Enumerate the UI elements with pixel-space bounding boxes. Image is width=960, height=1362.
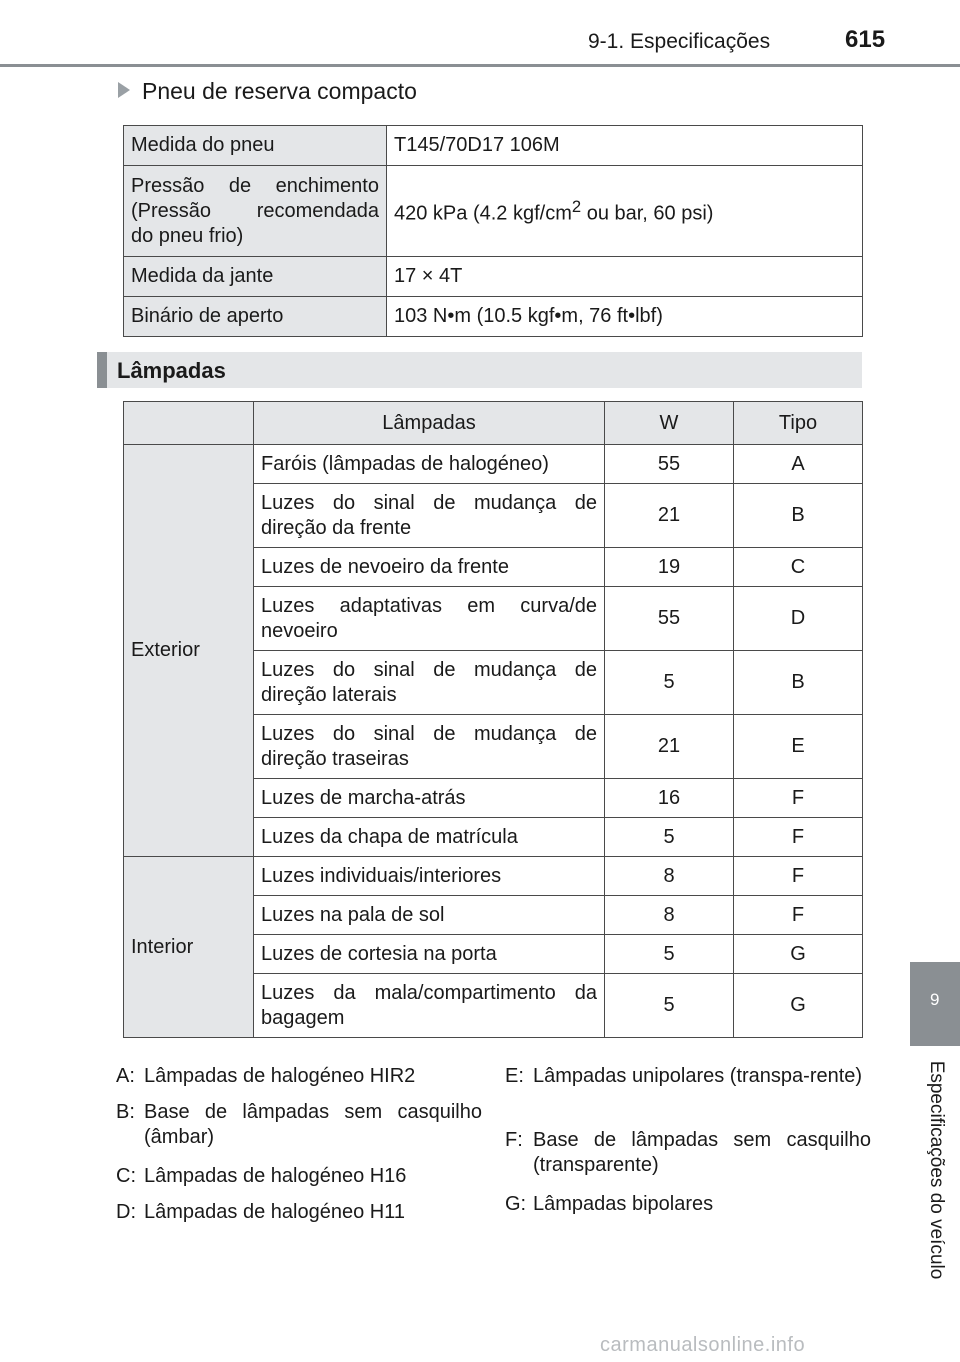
- note-label: B:: [116, 1101, 135, 1123]
- table-header-row: [124, 402, 863, 445]
- lamp-w: 19: [605, 548, 734, 587]
- header-rule: [0, 64, 960, 67]
- lamp-name: [254, 651, 605, 715]
- tire-value: [387, 166, 863, 257]
- table-row: [124, 857, 863, 896]
- lamp-type: F: [734, 818, 863, 857]
- lamp-name: [254, 974, 605, 1038]
- tire-key: Medida do pneu: [124, 126, 387, 166]
- chapter-tab: [910, 962, 960, 1046]
- chapter-number: 9: [930, 990, 940, 1009]
- value-text: 420 kPa (4.2 kgf/cm: [394, 202, 572, 225]
- key-line: Pressão de enchimento: [131, 174, 379, 197]
- lamp-name: [254, 587, 605, 651]
- name-line: Luzes do sinal de mudança de: [261, 658, 597, 681]
- note-text: Lâmpadas de halogéneo HIR2: [144, 1065, 416, 1087]
- lamp-w: 8: [605, 857, 734, 896]
- lamp-name: Luzes de cortesia na porta: [254, 935, 605, 974]
- tire-key: Medida da jante: [124, 257, 387, 297]
- lamp-w: 21: [605, 715, 734, 779]
- tire-key: Binário de aperto: [124, 297, 387, 337]
- lamp-w: 5: [605, 974, 734, 1038]
- name-line: Luzes da mala/compartimento da: [261, 981, 597, 1004]
- name-line: Luzes do sinal de mudança de: [261, 722, 597, 745]
- note-text: Base de lâmpadas sem casquilho (transparente): [533, 1129, 871, 1176]
- note-label: E:: [505, 1065, 524, 1087]
- name-line: nevoeiro: [261, 619, 338, 642]
- triangle-bullet-icon: [118, 82, 130, 98]
- name-line: Luzes do sinal de mudança de: [261, 491, 597, 514]
- name-line: direção da frente: [261, 516, 412, 539]
- table-row: [124, 445, 863, 484]
- value-text: ou bar, 60 psi): [581, 202, 714, 225]
- name-line: direção laterais: [261, 683, 397, 706]
- table-row: [124, 126, 863, 166]
- lamp-name: Luzes de marcha-atrás: [254, 779, 605, 818]
- lamp-type: D: [734, 587, 863, 651]
- header-group: [124, 402, 254, 445]
- lamp-name: Faróis (lâmpadas de halogéneo): [254, 445, 605, 484]
- lamp-w: 55: [605, 587, 734, 651]
- subheading: [118, 78, 417, 105]
- tire-value: 103 N•m (10.5 kgf•m, 76 ft•lbf): [387, 297, 863, 337]
- lamp-name: [254, 715, 605, 779]
- lamp-name: [254, 484, 605, 548]
- lamp-w: 5: [605, 935, 734, 974]
- tire-value: T145/70D17 106M: [387, 126, 863, 166]
- note-label: F:: [505, 1129, 523, 1151]
- group-cell: Interior: [124, 857, 254, 1038]
- header-type: Tipo: [734, 402, 863, 445]
- header-name: Lâmpadas: [254, 402, 605, 445]
- lamp-w: 5: [605, 818, 734, 857]
- group-cell: Exterior: [124, 445, 254, 857]
- note-text: Lâmpadas de halogéneo H11: [144, 1201, 405, 1223]
- lamp-w: 5: [605, 651, 734, 715]
- page-header: [0, 0, 960, 68]
- spare-tire-table: [123, 125, 863, 337]
- note-label: A:: [116, 1065, 135, 1087]
- note-text: Lâmpadas unipolares (transpa-rente): [533, 1065, 863, 1087]
- header-w: W: [605, 402, 734, 445]
- section-bar: [97, 352, 862, 388]
- lamp-type: A: [734, 445, 863, 484]
- lamp-type: E: [734, 715, 863, 779]
- lamp-w: 16: [605, 779, 734, 818]
- section-title: 9-1. Especificações: [588, 30, 771, 53]
- note-text: Lâmpadas de halogéneo H16: [144, 1165, 407, 1187]
- lamps-table: [123, 401, 863, 1038]
- lamp-name: Luzes individuais/interiores: [254, 857, 605, 896]
- lamp-type: F: [734, 896, 863, 935]
- note-label: C:: [116, 1165, 136, 1187]
- lamp-type: C: [734, 548, 863, 587]
- table-row: [124, 257, 863, 297]
- watermark: carmanualsonline.info: [600, 1334, 806, 1356]
- key-line: do pneu frio): [131, 224, 244, 247]
- lamp-w: 21: [605, 484, 734, 548]
- lamp-type: G: [734, 974, 863, 1038]
- tire-value: 17 × 4T: [387, 257, 863, 297]
- page-number: 615: [845, 26, 886, 53]
- name-line: bagagem: [261, 1006, 345, 1029]
- section-bar-title: Lâmpadas: [117, 358, 226, 383]
- value-superscript: 2: [571, 196, 582, 216]
- chapter-label: Especificações do veículo: [926, 1060, 947, 1280]
- lamp-name: Luzes da chapa de matrícula: [254, 818, 605, 857]
- name-line: direção traseiras: [261, 747, 409, 770]
- table-row: [124, 297, 863, 337]
- note-label: D:: [116, 1201, 136, 1223]
- key-line: (Pressão recomendada: [131, 199, 379, 222]
- subheading-text: Pneu de reserva compacto: [142, 78, 417, 104]
- lamp-type: F: [734, 857, 863, 896]
- lamp-type: B: [734, 484, 863, 548]
- lamp-w: 8: [605, 896, 734, 935]
- lamp-name: Luzes na pala de sol: [254, 896, 605, 935]
- lamp-name: Luzes de nevoeiro da frente: [254, 548, 605, 587]
- note-text: Base de lâmpadas sem casquilho (âmbar): [144, 1101, 482, 1148]
- table-row: [124, 166, 863, 257]
- tire-key: [124, 166, 387, 257]
- note-label: G:: [505, 1193, 527, 1215]
- note-text: Lâmpadas bipolares: [533, 1193, 714, 1215]
- lamp-type: B: [734, 651, 863, 715]
- lamp-w: 55: [605, 445, 734, 484]
- name-line: Luzes adaptativas em curva/de: [261, 594, 597, 617]
- lamp-type: G: [734, 935, 863, 974]
- lamp-type: F: [734, 779, 863, 818]
